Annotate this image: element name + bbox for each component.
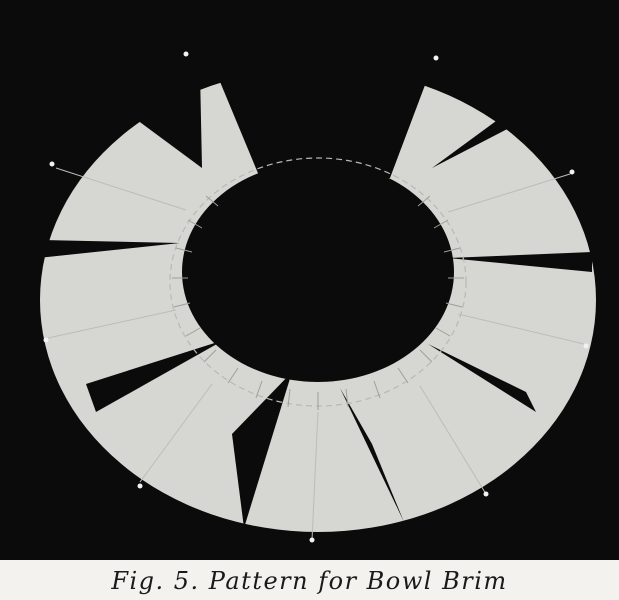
pin-marker [138,484,143,489]
figure-caption: Fig. 5. Pattern for Bowl Brim [111,567,508,595]
pin-marker [184,52,189,57]
pin-marker [570,170,575,175]
pin-marker [44,338,49,343]
pin-marker [50,162,55,167]
pin-marker [434,56,439,61]
pin-marker [310,538,315,543]
pin-marker [584,344,589,349]
pin-marker [484,492,489,497]
